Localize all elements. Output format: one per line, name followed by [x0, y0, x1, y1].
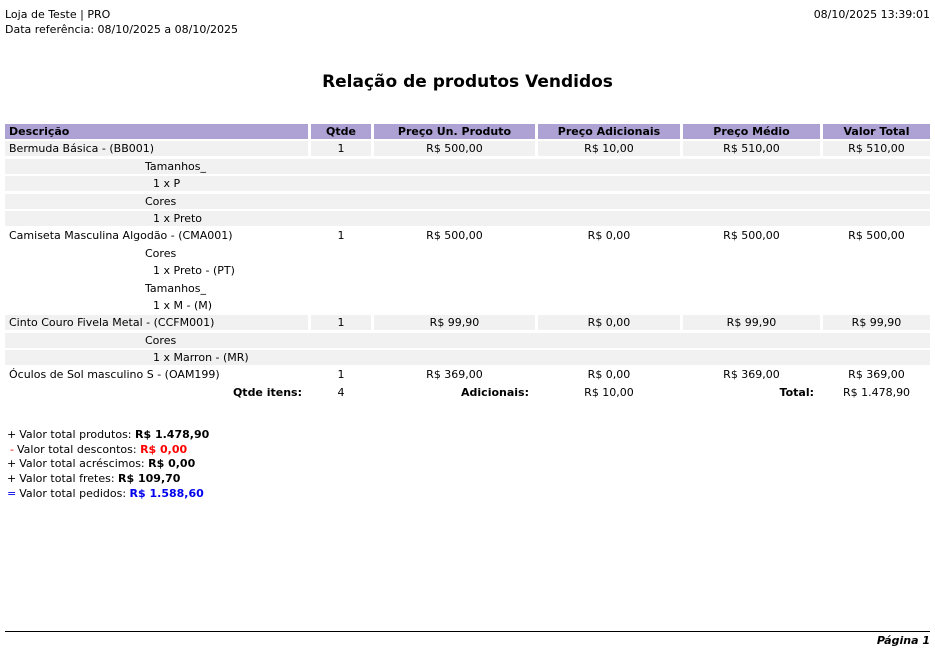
qty-cell: 1 — [311, 315, 371, 330]
grand-total-label: Total: — [779, 385, 814, 399]
unit-price-cell: R$ 500,00 — [426, 229, 483, 243]
variant-row: Tamanhos_ — [5, 159, 930, 174]
store-name: Loja de Teste | PRO — [5, 8, 111, 21]
equals-sign: = — [7, 486, 17, 500]
variant-row: Cores — [145, 246, 177, 260]
grand-total-value: R$ 1.478,90 — [842, 385, 911, 399]
product-name-cell: Camiseta Masculina Algodão - (CMA001) — [9, 229, 233, 243]
qty-cell: 1 — [337, 229, 345, 243]
table-header-row — [5, 124, 930, 139]
variant-row: Cores — [5, 333, 930, 348]
report-title: Relação de produtos Vendidos — [322, 72, 613, 92]
summary-products-line — [7, 428, 209, 443]
summary-additions-value: R$ 0,00 — [148, 457, 196, 471]
unit-price-cell: R$ 369,00 — [426, 368, 483, 382]
avg-price-cell: R$ 369,00 — [723, 368, 780, 382]
qty-items-label: Qtde itens: — [232, 385, 302, 399]
table-body — [5, 141, 930, 382]
col-header-valor-total: Valor Total — [823, 124, 930, 139]
additionals-price-cell: R$ 0,00 — [538, 315, 680, 330]
report-topbar — [5, 7, 930, 37]
total-value-cell: R$ 99,90 — [823, 315, 930, 330]
report-footer — [5, 631, 930, 647]
summary-freight-value: R$ 109,70 — [118, 472, 181, 486]
page-number: Página 1 — [876, 634, 930, 647]
summary-products-value: R$ 1.478,90 — [135, 428, 210, 441]
summary-discounts-line — [7, 443, 209, 458]
col-header-preco-adicionais: Preço Adicionais — [538, 124, 680, 139]
product-row — [5, 367, 930, 382]
product-row — [5, 228, 930, 243]
summary-discounts-value: R$ 0,00 — [140, 442, 188, 456]
additionals-price-cell: R$ 0,00 — [587, 368, 631, 382]
col-header-preco-medio: Preço Médio — [683, 124, 820, 139]
footer-divider — [5, 631, 930, 632]
avg-price-cell: R$ 99,90 — [683, 315, 820, 330]
variant-row: 1 x Preto - (PT) — [153, 264, 235, 278]
summary-products-label: Valor total produtos: — [19, 428, 132, 441]
additionals-price-cell: R$ 10,00 — [538, 141, 680, 156]
topbar-left — [5, 7, 238, 37]
summary-freight-label: Valor total fretes: — [19, 472, 115, 486]
table-totals-row — [5, 385, 930, 400]
total-value-cell: R$ 500,00 — [848, 229, 905, 243]
summary-orders-total-line — [7, 487, 209, 502]
plus-sign: + — [7, 457, 17, 471]
additionals-label: Adicionais: — [461, 385, 529, 399]
product-row — [5, 141, 930, 156]
date-reference: Data referência: 08/10/2025 a 08/10/2025 — [5, 23, 239, 36]
products-table — [5, 124, 930, 402]
plus-sign: + — [7, 428, 17, 441]
total-value-cell: R$ 369,00 — [848, 368, 905, 382]
summary-additions-label: Valor total acréscimos: — [19, 457, 145, 471]
unit-price-cell: R$ 500,00 — [374, 141, 535, 156]
col-header-qtde: Qtde — [311, 124, 371, 139]
qty-cell: 1 — [311, 141, 371, 156]
qty-cell: 1 — [337, 368, 345, 382]
summary-discounts-label: Valor total descontos: — [16, 442, 137, 456]
variant-row: 1 x P — [5, 176, 930, 191]
additionals-total-value: R$ 10,00 — [584, 385, 634, 399]
avg-price-cell: R$ 500,00 — [723, 229, 780, 243]
product-name-cell: Óculos de Sol masculino S - (OAM199) — [9, 368, 220, 382]
product-name-cell: Bermuda Básica - (BB001) — [5, 141, 308, 156]
summary-freight-line — [7, 472, 209, 487]
plus-sign: + — [7, 472, 17, 486]
total-value-cell: R$ 510,00 — [823, 141, 930, 156]
variant-row: 1 x Marron - (MR) — [5, 350, 930, 365]
variant-row: Tamanhos_ — [145, 281, 206, 295]
additionals-price-cell: R$ 0,00 — [587, 229, 631, 243]
col-header-descricao: Descrição — [5, 124, 308, 139]
avg-price-cell: R$ 510,00 — [683, 141, 820, 156]
summary-additions-line — [7, 457, 209, 472]
minus-sign: - — [10, 442, 14, 456]
col-header-preco-un: Preço Un. Produto — [374, 124, 535, 139]
generated-timestamp: 08/10/2025 13:39:01 — [813, 8, 930, 21]
qty-items-value: 4 — [337, 385, 345, 399]
summary-orders-total-label: Valor total pedidos: — [19, 486, 127, 500]
unit-price-cell: R$ 99,90 — [374, 315, 535, 330]
variant-row: Cores — [5, 194, 930, 209]
variant-row: 1 x M - (M) — [153, 298, 213, 312]
product-name-cell: Cinto Couro Fivela Metal - (CCFM001) — [5, 315, 308, 330]
summary-orders-total-value: R$ 1.588,60 — [129, 486, 204, 500]
summary-block — [7, 428, 209, 502]
variant-row: 1 x Preto — [5, 211, 930, 226]
product-row — [5, 315, 930, 330]
